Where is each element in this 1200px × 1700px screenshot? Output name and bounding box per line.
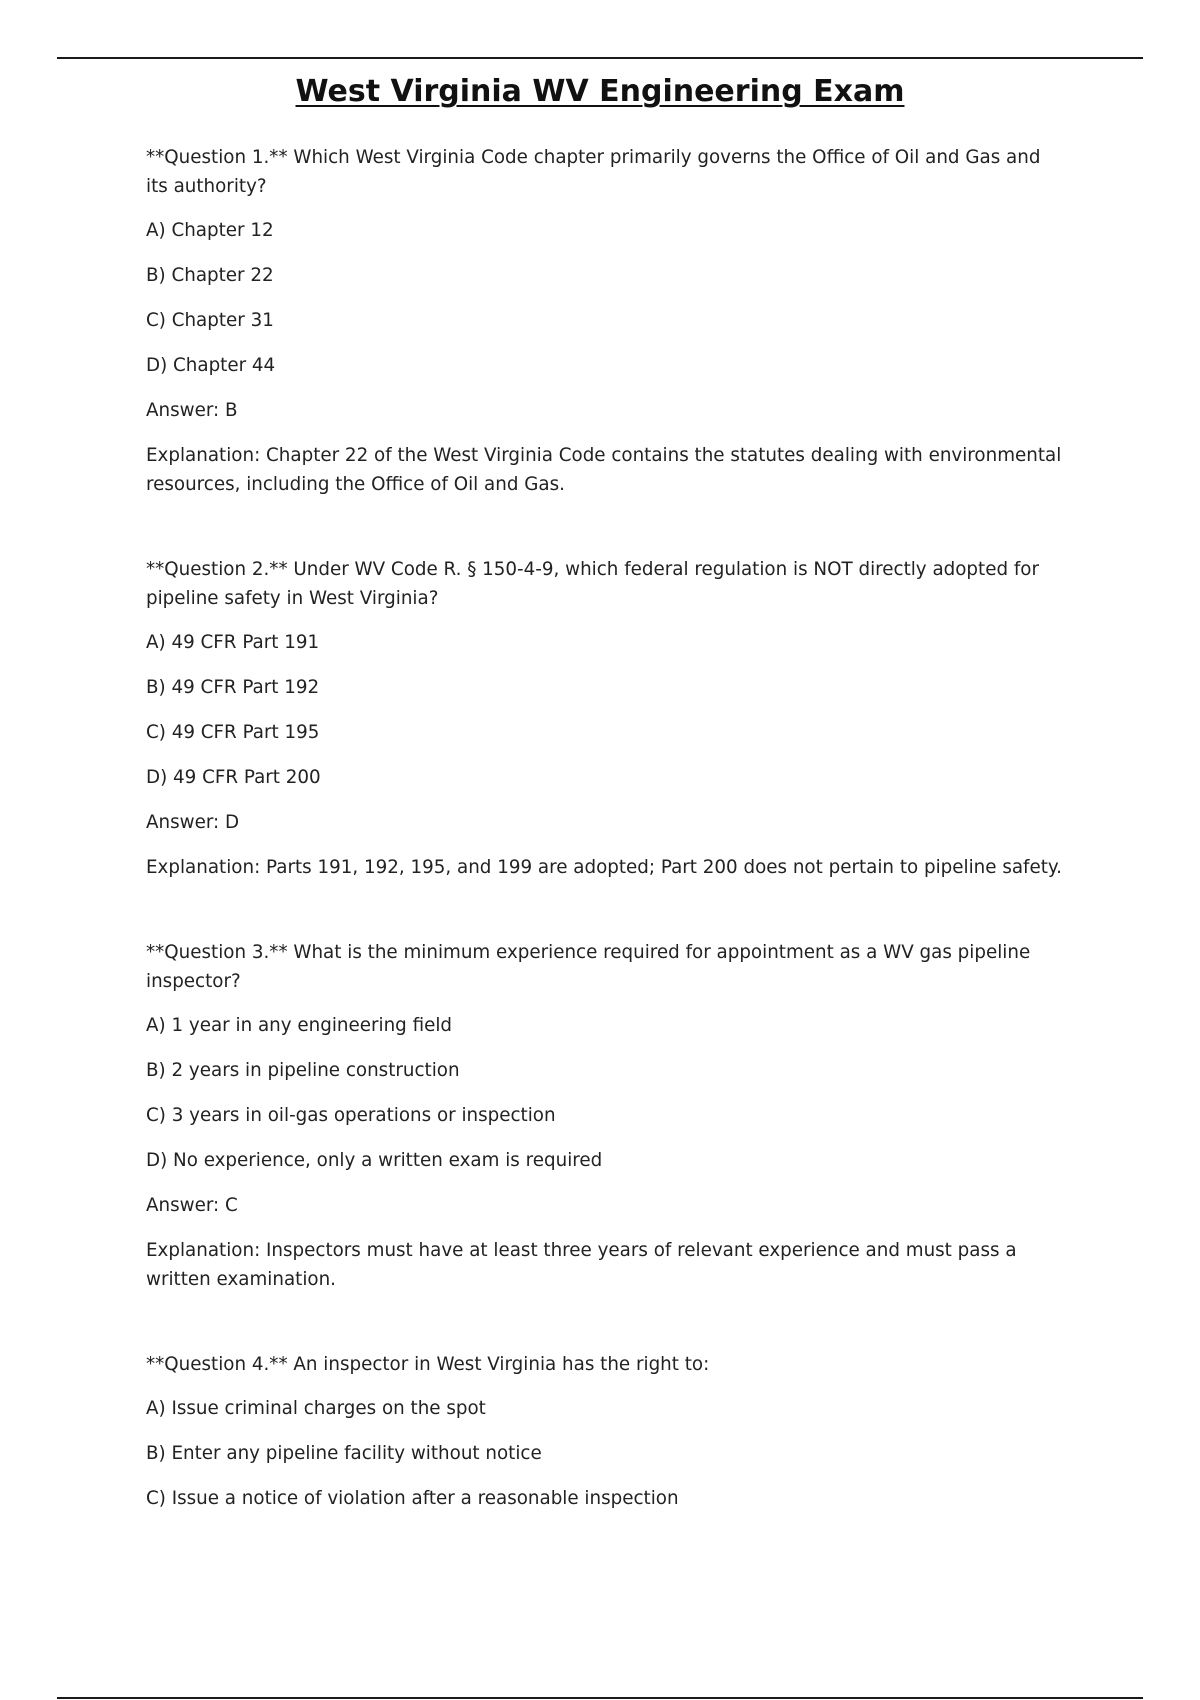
question-4 [146,1350,1066,1513]
answer-option: D) 49 CFR Part 200 [146,767,321,788]
answer-option: C) 3 years in oil-gas operations or inspection [146,1105,556,1126]
explanation: Explanation: Chapter 22 of the West Virginia Code contains the statutes dealing with environmental resources, including the Office of Oil and Gas. [146,445,1062,495]
answer-option: C) Issue a notice of violation after a reasonable inspection [146,1488,679,1509]
answer-option: A) 49 CFR Part 191 [146,632,320,653]
answer-option: D) No experience, only a written exam is required [146,1150,603,1171]
question-prompt: **Question 2.** Under WV Code R. § 150-4-9, which federal regulation is NOT directly adopted for pipeline safety in West Virginia? [146,559,1040,609]
answer-option: C) Chapter 31 [146,310,274,331]
answer-option: A) 1 year in any engineering field [146,1015,453,1036]
exam-content [146,143,1066,1569]
top-rule [57,57,1143,59]
explanation: Explanation: Parts 191, 192, 195, and 199 are adopted; Part 200 does not pertain to pipeline safety. [146,857,1062,878]
question-prompt: **Question 3.** What is the minimum experience required for appointment as a WV gas pipeline inspector? [146,942,1031,992]
answer-option: B) 2 years in pipeline construction [146,1060,460,1081]
answer-option: A) Chapter 12 [146,220,274,241]
answer-option: D) Chapter 44 [146,355,276,376]
answer-option: B) 49 CFR Part 192 [146,677,320,698]
answer-option: B) Enter any pipeline facility without notice [146,1443,542,1464]
question-prompt: **Question 1.** Which West Virginia Code chapter primarily governs the Office of Oil and Gas and its authority? [146,147,1041,197]
page-title: West Virginia WV Engineering Exam [295,74,905,109]
answer-option: A) Issue criminal charges on the spot [146,1398,486,1419]
answer-option: B) Chapter 22 [146,265,274,286]
question-prompt: **Question 4.** An inspector in West Virginia has the right to: [146,1354,710,1375]
question-2 [146,555,1066,882]
bottom-rule [57,1697,1143,1699]
answer-key: Answer: B [146,400,238,421]
question-3 [146,938,1066,1294]
question-1 [146,143,1066,499]
answer-option: C) 49 CFR Part 195 [146,722,320,743]
answer-key: Answer: D [146,812,240,833]
explanation: Explanation: Inspectors must have at least three years of relevant experience and must pass a written examination. [146,1240,1017,1290]
answer-key: Answer: C [146,1195,238,1216]
